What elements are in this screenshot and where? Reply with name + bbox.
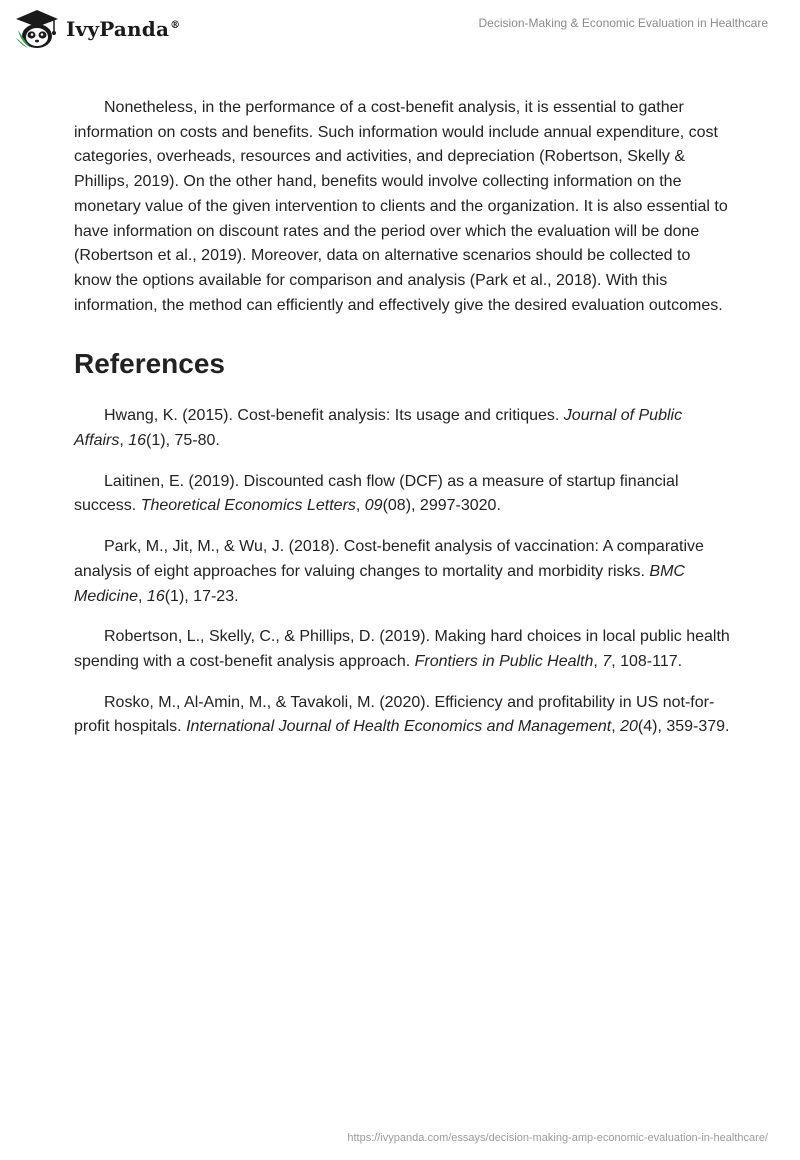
reference-pages: (1), 17-23. xyxy=(164,587,239,605)
reference-volume: 16 xyxy=(128,432,147,450)
reference-item xyxy=(74,404,730,453)
reference-pages: (4), 359-379. xyxy=(637,718,730,736)
reference-item xyxy=(74,535,730,609)
running-title: Decision-Making & Economic Evaluation in Healthcare xyxy=(478,16,768,30)
body-paragraph: Nonetheless, in the performance of a cost-benefit analysis, it is essential to gather information on costs and benefits. Such information would include annual expenditure, cost categories, overheads, resources and activities, and depreciation (Robertson, Skelly & Phillips, 2019). On the other hand, benefits would involve collecting information on the monetary value of the given intervention to clients and the organization. It is also essential to have information on discount rates and the period over which the evaluation will be done (Robertson et al., 2019). Moreover, data on alternative scenarios should be collected to know the options available for comparison and analysis (Park et al., 2018). With this information, the method can efficiently and effectively give the desired evaluation outcomes. xyxy=(74,99,728,314)
reference-list xyxy=(74,404,730,740)
reference-authors: Park, M., Jit, M., & Wu, J. (2018). Cost-benefit analysis of vaccination: A comparative analysis of eight approaches for valuing changes to mortality and morbidity risks. xyxy=(74,538,704,580)
reference-authors: Rosko, M., Al-Amin, M., & Tavakoli, M. (2020). Efficiency and profitability in US not-for-profit hospitals. xyxy=(74,693,715,736)
reference-journal: International Journal of Health Economics and Management xyxy=(186,718,612,736)
reference-journal: BMC Medicine xyxy=(74,562,685,605)
page-header xyxy=(0,0,800,60)
reference-pages: (08), 2997-3020. xyxy=(382,497,501,515)
reference-separator: , xyxy=(593,652,603,670)
reference-journal: Journal of Public Affairs xyxy=(74,407,683,450)
reference-volume: 7 xyxy=(602,652,612,670)
reference-separator: , xyxy=(119,432,129,450)
reference-pages: (1), 75-80. xyxy=(146,432,220,450)
reference-volume: 16 xyxy=(146,587,165,605)
registered-mark: ® xyxy=(170,20,181,32)
reference-separator: , xyxy=(355,497,365,515)
reference-authors: Laitinen, E. (2019). Discounted cash flow (DCF) as a measure of startup financial success. xyxy=(74,472,679,515)
brand-name: IvyPanda® xyxy=(66,17,181,41)
panda-graduate-logo-icon xyxy=(14,8,60,50)
reference-item xyxy=(74,470,730,519)
reference-item xyxy=(74,691,730,740)
reference-separator: , xyxy=(611,718,621,736)
reference-volume: 09 xyxy=(364,497,383,515)
reference-authors: Hwang, K. (2015). Cost-benefit analysis: Its usage and critiques. xyxy=(104,407,564,425)
references-heading: References xyxy=(74,348,225,380)
reference-journal: Theoretical Economics Letters xyxy=(140,497,356,515)
source-url-link[interactable]: https://ivypanda.com/essays/decision-making-amp-economic-evaluation-in-healthcare/ xyxy=(347,1132,768,1144)
reference-journal: Frontiers in Public Health xyxy=(414,652,594,670)
reference-authors: Robertson, L., Skelly, C., & Phillips, D. (2019). Making hard choices in local public health spending with a cost-benefit analysis approach. xyxy=(74,628,730,670)
reference-pages: , 108-117. xyxy=(611,652,683,670)
document-body xyxy=(74,96,730,756)
reference-volume: 20 xyxy=(620,718,638,736)
reference-item xyxy=(74,625,730,674)
ivypanda-logo[interactable] xyxy=(14,8,180,50)
reference-separator: , xyxy=(138,587,147,605)
